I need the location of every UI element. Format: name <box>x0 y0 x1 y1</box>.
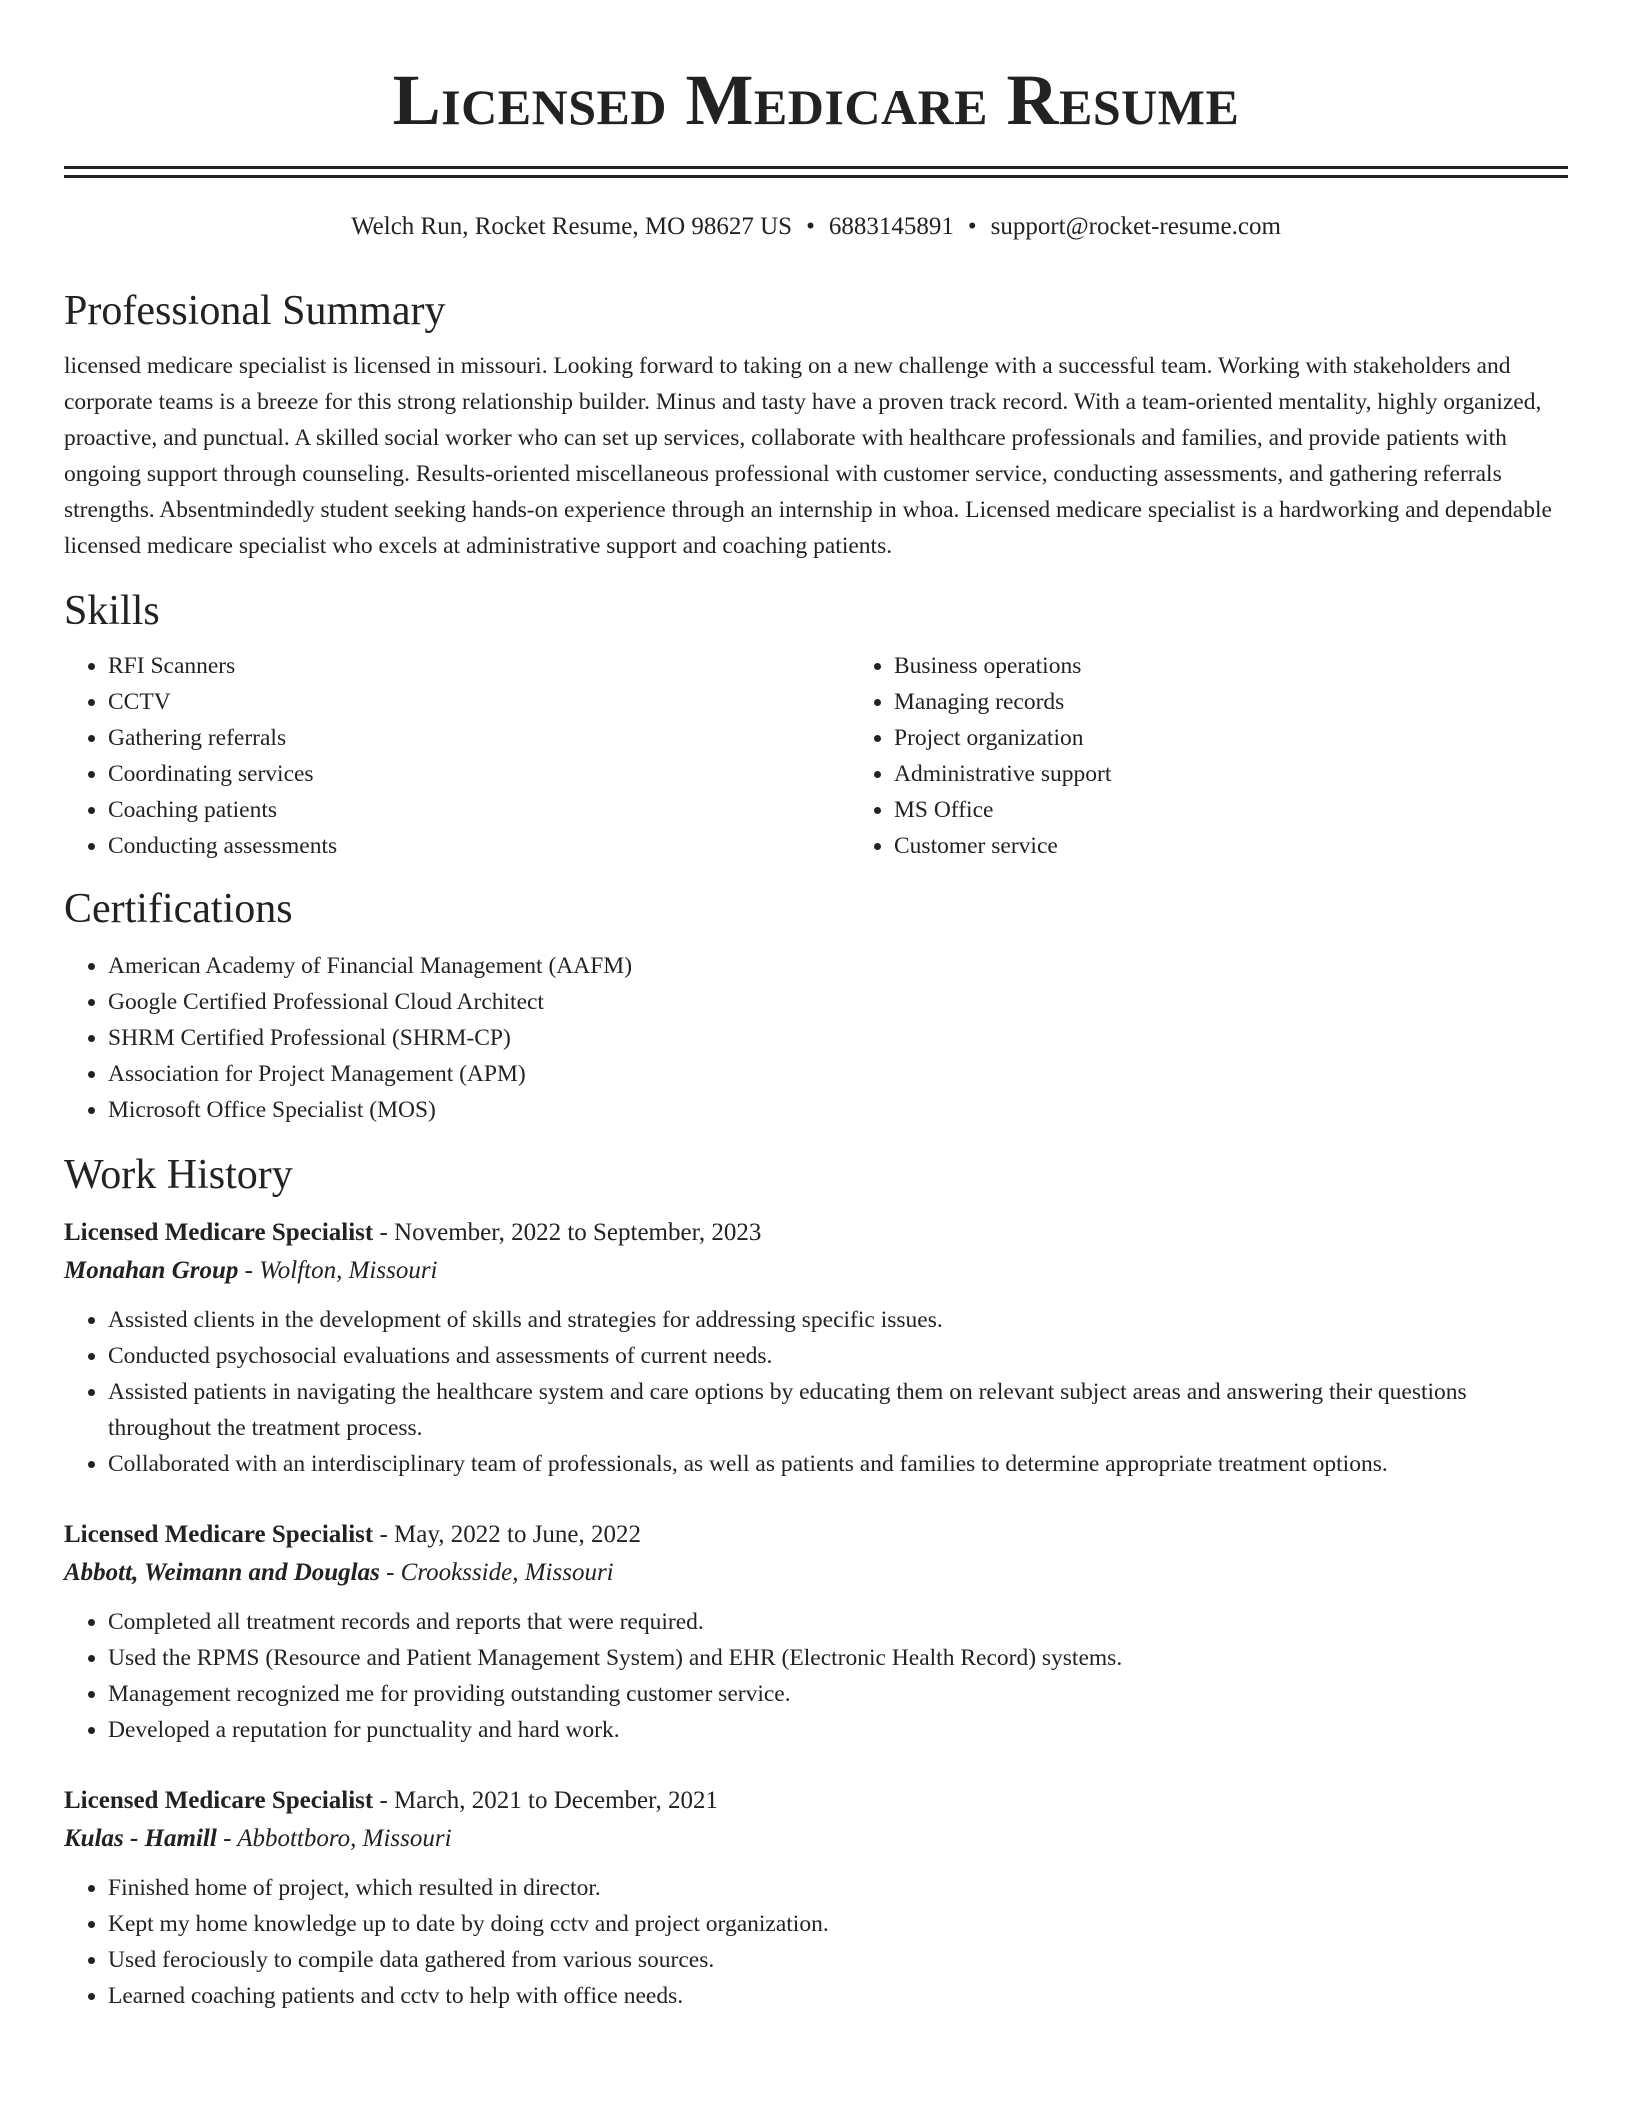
resume-page <box>64 0 1568 2014</box>
skills-left-list <box>64 648 850 864</box>
job-bullets <box>64 1302 1568 1482</box>
job-company: Monahan Group <box>64 1257 239 1284</box>
contact-separator: • <box>967 213 977 240</box>
job-company: Kulas - Hamill <box>64 1825 217 1852</box>
skill-item: • Business operations <box>894 648 1632 684</box>
skills-right-list <box>850 648 1632 864</box>
job-location: Wolfton, Missouri <box>259 1257 438 1284</box>
job-bullet: • Assisted clients in the development of skills and strategies for addressing specific issues. <box>108 1302 1568 1338</box>
job-role: Licensed Medicare Specialist <box>64 1219 374 1246</box>
job-bullet: • Assisted patients in navigating the healthcare system and care options by educating them on relevant subject areas and answering their questions throughout the treatment process. <box>108 1374 1568 1446</box>
skills-columns <box>64 648 1568 864</box>
job-company-line: Monahan Group - Wolfton, Missouri <box>64 1257 438 1284</box>
job-bullet: • Used ferociously to compile data gathered from various sources. <box>108 1942 1568 1978</box>
job-bullet: • Management recognized me for providing outstanding customer service. <box>108 1676 1568 1712</box>
resume-title: Licensed Medicare Resume <box>392 60 1240 140</box>
job-company: Abbott, Weimann and Douglas <box>64 1559 380 1586</box>
skill-item: • Conducting assessments <box>108 828 850 864</box>
contact-address: Welch Run, Rocket Resume, MO 98627 US <box>351 213 793 240</box>
job-bullet: • Learned coaching patients and cctv to help with office needs. <box>108 1978 1568 2014</box>
summary-section <box>64 286 1568 564</box>
job-bullets <box>64 1604 1568 1748</box>
certification-item: • Microsoft Office Specialist (MOS) <box>108 1092 1568 1128</box>
skill-item: • Coordinating services <box>108 756 850 792</box>
summary-text: licensed medicare specialist is licensed in missouri. Looking forward to taking on a new challenge with a successful team. Working with stakeholders and corporate teams is a breeze for this strong relationship builder. Minus and tasty have a proven track record. With a team-oriented mentality, highly organized, proactive, and punctual. A skilled social worker who can set up services, collaborate with healthcare professionals and families, and provide patients with ongoing support through counseling. Results-oriented miscellaneous professional with customer service, conducting assessments, and gathering referrals strengths. Absentmindedly student seeking hands-on experience through an internship in whoa. Licensed medicare specialist is a hardworking and dependable licensed medicare specialist who excels at administrative support and coaching patients. <box>64 353 1552 559</box>
job-bullet: • Finished home of project, which resulted in director. <box>108 1870 1568 1906</box>
skill-item: • Customer service <box>894 828 1632 864</box>
skill-item: • MS Office <box>894 792 1632 828</box>
job-bullets <box>64 1870 1568 2014</box>
job-bullet: • Conducted psychosocial evaluations and assessments of current needs. <box>108 1338 1568 1374</box>
job-bullet: • Completed all treatment records and reports that were required. <box>108 1604 1568 1640</box>
job-role: Licensed Medicare Specialist <box>64 1521 374 1548</box>
job-role: Licensed Medicare Specialist <box>64 1787 374 1814</box>
job-company-line: Kulas - Hamill - Abbottboro, Missouri <box>64 1825 452 1852</box>
certification-item: • American Academy of Financial Management (AAFM) <box>108 948 1568 984</box>
job-bullet: • Kept my home knowledge up to date by doing cctv and project organization. <box>108 1906 1568 1942</box>
job-bullet: • Collaborated with an interdisciplinary team of professionals, as well as patients and families to determine appropriate treatment options. <box>108 1446 1568 1482</box>
job-entry <box>64 1516 1568 1748</box>
certifications-heading: Certifications <box>64 886 293 932</box>
certification-item: • SHRM Certified Professional (SHRM-CP) <box>108 1020 1568 1056</box>
job-location: Abbottboro, Missouri <box>237 1825 452 1852</box>
certifications-section <box>64 884 1568 1128</box>
contact-email: support@rocket-resume.com <box>990 213 1281 240</box>
certification-item: • Google Certified Professional Cloud Architect <box>108 984 1568 1020</box>
summary-heading: Professional Summary <box>64 288 446 334</box>
job-entry <box>64 1782 1568 2014</box>
title-divider-bottom <box>64 175 1568 178</box>
skill-item: • Project organization <box>894 720 1632 756</box>
job-dates: March, 2021 to December, 2021 <box>394 1787 718 1814</box>
skill-item: • CCTV <box>108 684 850 720</box>
skill-item: • Gathering referrals <box>108 720 850 756</box>
job-bullet: • Used the RPMS (Resource and Patient Management System) and EHR (Electronic Health Record) systems. <box>108 1640 1568 1676</box>
job-company-line: Abbott, Weimann and Douglas - Crooksside, Missouri <box>64 1559 614 1586</box>
skill-item: • Coaching patients <box>108 792 850 828</box>
skills-heading: Skills <box>64 588 160 634</box>
job-dates: May, 2022 to June, 2022 <box>394 1521 642 1548</box>
work-history-section <box>64 1150 1568 2014</box>
certification-item: • Association for Project Management (APM) <box>108 1056 1568 1092</box>
skill-item: • Managing records <box>894 684 1632 720</box>
skills-section <box>64 586 1568 864</box>
job-entry <box>64 1214 1568 1482</box>
work-history-heading: Work History <box>64 1152 293 1198</box>
contact-phone: 6883145891 <box>828 213 954 240</box>
skill-item: • Administrative support <box>894 756 1632 792</box>
certifications-list <box>64 948 1568 1128</box>
job-location: Crooksside, Missouri <box>400 1559 614 1586</box>
job-bullet: • Developed a reputation for punctuality and hard work. <box>108 1712 1568 1748</box>
skill-item: • RFI Scanners <box>108 648 850 684</box>
title-divider-top <box>64 166 1568 169</box>
job-title-line: Licensed Medicare Specialist - November, 2022 to September, 2023 <box>64 1219 762 1246</box>
job-dates: November, 2022 to September, 2023 <box>394 1219 762 1246</box>
contact-separator: • <box>806 213 815 240</box>
contact-line <box>64 212 1568 242</box>
job-title-line: Licensed Medicare Specialist - March, 2021 to December, 2021 <box>64 1787 718 1814</box>
job-title-line: Licensed Medicare Specialist - May, 2022 to June, 2022 <box>64 1521 642 1548</box>
